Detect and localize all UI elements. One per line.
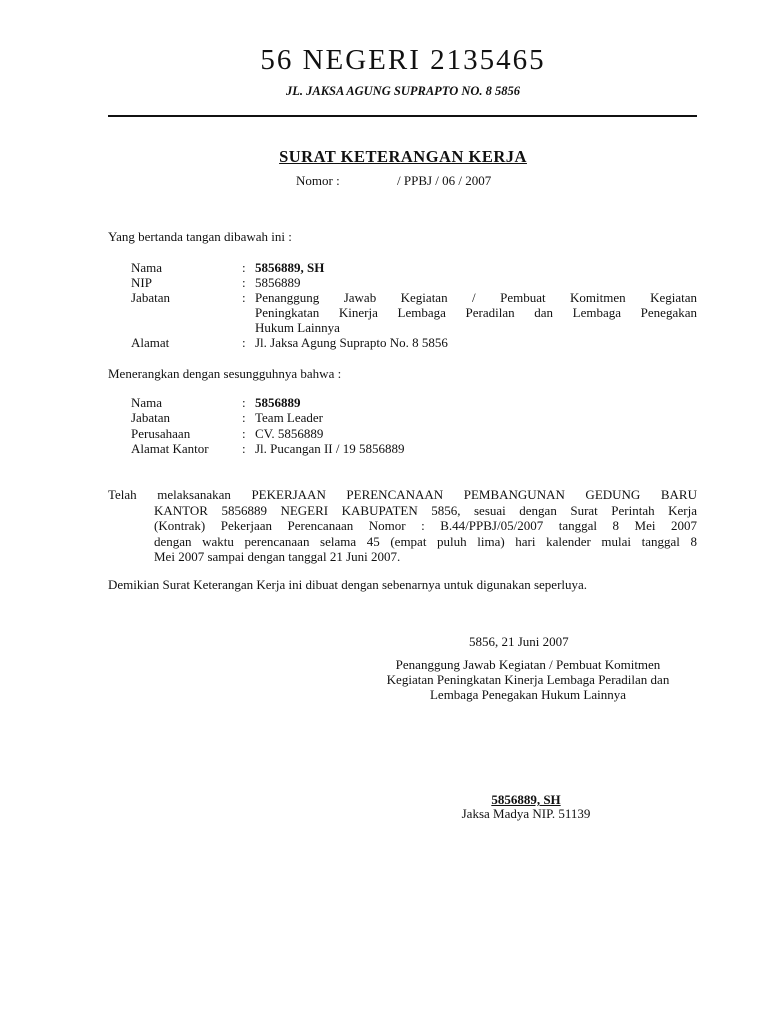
field-colon: :	[242, 290, 246, 305]
field-label-perusahaan: Perusahaan	[131, 426, 191, 441]
field-colon: :	[242, 410, 246, 425]
field-colon: :	[242, 260, 246, 275]
field-colon: :	[242, 426, 246, 441]
field-colon: :	[242, 335, 246, 350]
field-value-nama: 5856889, SH	[255, 260, 325, 275]
jabatan-line: Hukum Lainnya	[255, 320, 340, 335]
field-label-nip: NIP	[131, 275, 152, 290]
field-value-alamat: Jl. Jaksa Agung Suprapto No. 8 5856	[255, 335, 448, 350]
body-paragraph	[108, 487, 697, 565]
letterhead-divider	[108, 115, 697, 117]
field-label-alamat: Alamat	[131, 335, 170, 350]
document-title: SURAT KETERANGAN KERJA	[279, 147, 527, 166]
body-line: dengan waktu perencanaan selama 45 (empat puluh lima) hari kalender mulai tanggal 8	[154, 533, 697, 549]
field-label-nama: Nama	[131, 260, 163, 275]
field-value-perusahaan: CV. 5856889	[255, 426, 324, 441]
section1-intro: Yang bertanda tangan dibawah ini :	[108, 229, 292, 244]
field-colon: :	[242, 395, 246, 410]
closing-statement: Demikian Surat Keterangan Kerja ini dibuat dengan sebenarnya untuk digunakan seperluya.	[108, 577, 588, 592]
nomor-value: / PPBJ / 06 / 2007	[397, 173, 492, 188]
nomor-label: Nomor :	[296, 173, 340, 188]
jabatan-line: Peningkatan Kinerja Lembaga Peradilan dan Lembaga Penegakan	[255, 305, 697, 320]
field-value-nip: 5856889	[255, 275, 301, 290]
section2-intro: Menerangkan dengan sesungguhnya bahwa :	[108, 366, 342, 381]
field-label-alamat-kantor: Alamat Kantor	[131, 441, 209, 456]
body-line: (Kontrak) Pekerjaan Perencanaan Nomor : B.44/PPBJ/05/2007 tanggal 8 Mei 2007	[154, 518, 697, 533]
letterhead-title: 56 NEGERI 2135465	[260, 44, 546, 76]
signature-position-line: Lembaga Penegakan Hukum Lainnya	[429, 687, 626, 702]
body-line: KANTOR 5856889 NEGERI KABUPATEN 5856, sesuai dengan Surat Perintah Kerja	[154, 502, 697, 518]
field-colon: :	[242, 441, 246, 456]
jabatan-line: Penanggung Jawab Kegiatan / Pembuat Komitmen Kegiatan	[255, 290, 697, 305]
field-value-jabatan: Team Leader	[255, 410, 324, 425]
field-label-jabatan: Jabatan	[131, 410, 170, 425]
field-label-jabatan: Jabatan	[131, 290, 170, 305]
field-label-nama: Nama	[131, 395, 163, 410]
body-line: Telah melaksanakan PEKERJAAN PERENCANAAN PEMBANGUNAN GEDUNG BARU	[108, 487, 697, 502]
field-value-jabatan	[255, 290, 697, 335]
signature-position-line: Kegiatan Peningkatan Kinerja Lembaga Peradilan dan	[386, 672, 670, 687]
body-line: Mei 2007 sampai dengan tanggal 21 Juni 2007.	[154, 549, 401, 564]
letterhead-address: JL. JAKSA AGUNG SUPRAPTO NO. 8 5856	[285, 84, 521, 98]
field-colon: :	[242, 275, 246, 290]
signatory-title-nip: Jaksa Madya NIP. 51139	[461, 806, 591, 821]
signatory-name: 5856889, SH	[491, 792, 561, 807]
signature-position	[350, 657, 706, 702]
field-value-nama: 5856889	[255, 395, 301, 410]
field-value-alamat-kantor: Jl. Pucangan II / 19 5856889	[255, 441, 405, 456]
signature-place-date: 5856, 21 Juni 2007	[469, 634, 569, 649]
signature-position-line: Penanggung Jawab Kegiatan / Pembuat Komitmen	[395, 657, 661, 672]
